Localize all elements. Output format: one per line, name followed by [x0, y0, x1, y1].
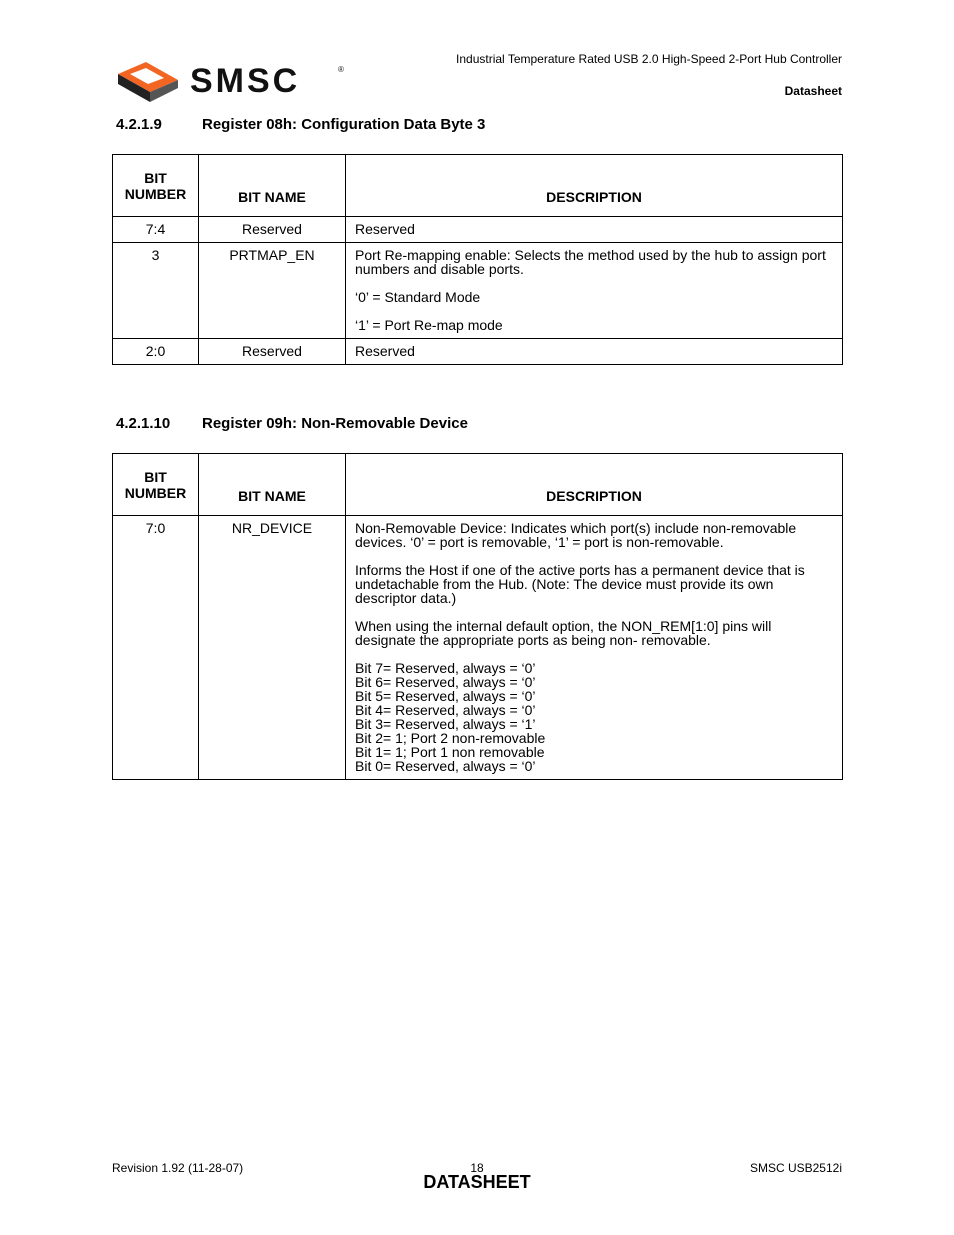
description-text: Informs the Host if one of the active ports has a permanent device that is undetachable from the Hub. (Note: The device must provide its own descriptor data.)	[355, 562, 805, 606]
footer-product: SMSC USB2512i	[749, 1161, 842, 1175]
section-number: 4.2.1.10	[116, 415, 171, 432]
column-header-bit-name: BIT NAME	[199, 155, 346, 217]
footer-revision: Revision 1.92 (11-28-07)	[112, 1161, 244, 1175]
bit-number-cell: 2:0	[113, 339, 199, 365]
description-cell	[346, 243, 843, 339]
column-header-bit-number: BIT NUMBER	[113, 454, 199, 516]
column-header-bit-name: BIT NAME	[199, 454, 346, 516]
logo-registered-mark: ®	[338, 65, 344, 74]
table-header-row	[113, 454, 843, 516]
section-heading	[116, 415, 468, 432]
section-heading	[116, 116, 485, 133]
register-09h-table	[112, 453, 843, 780]
table-row	[113, 217, 843, 243]
description-text: ‘1’ = Port Re-map mode	[355, 317, 503, 333]
bit-definition: Bit 0= Reserved, always = ‘0’	[355, 758, 536, 774]
description-text: Port Re-mapping enable: Selects the method used by the hub to assign port numbers and disable ports.	[355, 247, 826, 277]
section-number: 4.2.1.9	[116, 116, 162, 133]
bit-definition: Bit 7= Reserved, always = ‘0’	[355, 660, 536, 676]
description-text: Non-Removable Device: Indicates which port(s) include non-removable devices. ‘0’ = port is removable, ‘1’ = port is non-removable.	[355, 520, 797, 550]
bit-definition: Bit 6= Reserved, always = ‘0’	[355, 674, 536, 690]
bit-definition: Bit 5= Reserved, always = ‘0’	[355, 688, 536, 704]
section-title: Register 08h: Configuration Data Byte 3	[202, 116, 486, 133]
bit-name-cell: NR_DEVICE	[199, 516, 346, 780]
bit-number-cell: 7:4	[113, 217, 199, 243]
table-row	[113, 339, 843, 365]
register-08h-table	[112, 154, 843, 365]
section-title: Register 09h: Non-Removable Device	[202, 415, 468, 432]
column-header-bit-number: BIT NUMBER	[113, 155, 199, 217]
smsc-logo	[116, 60, 352, 104]
bit-definition: Bit 3= Reserved, always = ‘1’	[355, 716, 536, 732]
bit-number-cell: 7:0	[113, 516, 199, 780]
bit-number-cell: 3	[113, 243, 199, 339]
smsc-logo-icon	[116, 60, 352, 104]
bit-name-cell: Reserved	[199, 217, 346, 243]
column-header-description: DESCRIPTION	[346, 155, 843, 217]
document-title: Industrial Temperature Rated USB 2.0 High-Speed 2-Port Hub Controller	[456, 52, 842, 66]
table-row	[113, 243, 843, 339]
bit-definition: Bit 1= 1; Port 1 non removable	[355, 744, 545, 760]
description-text: When using the internal default option, the NON_REM[1:0] pins will designate the appropriate ports as being non- removable.	[355, 618, 772, 648]
column-header-description: DESCRIPTION	[346, 454, 843, 516]
bit-name-cell: PRTMAP_EN	[199, 243, 346, 339]
description-cell: Reserved	[346, 339, 843, 365]
table-row	[113, 516, 843, 780]
description-cell	[346, 516, 843, 780]
logo-text: SMSC	[190, 62, 301, 100]
document-subtitle: Datasheet	[784, 84, 842, 98]
description-text: ‘0’ = Standard Mode	[355, 289, 481, 305]
footer-datasheet-label: DATASHEET	[423, 1172, 531, 1192]
bit-name-cell: Reserved	[199, 339, 346, 365]
bit-definition: Bit 2= 1; Port 2 non-removable	[355, 730, 546, 746]
footer-page-number: 18	[470, 1161, 484, 1175]
bit-definition: Bit 4= Reserved, always = ‘0’	[355, 702, 536, 718]
bit-definition-list	[355, 661, 833, 773]
table-header-row	[113, 155, 843, 217]
description-cell: Reserved	[346, 217, 843, 243]
